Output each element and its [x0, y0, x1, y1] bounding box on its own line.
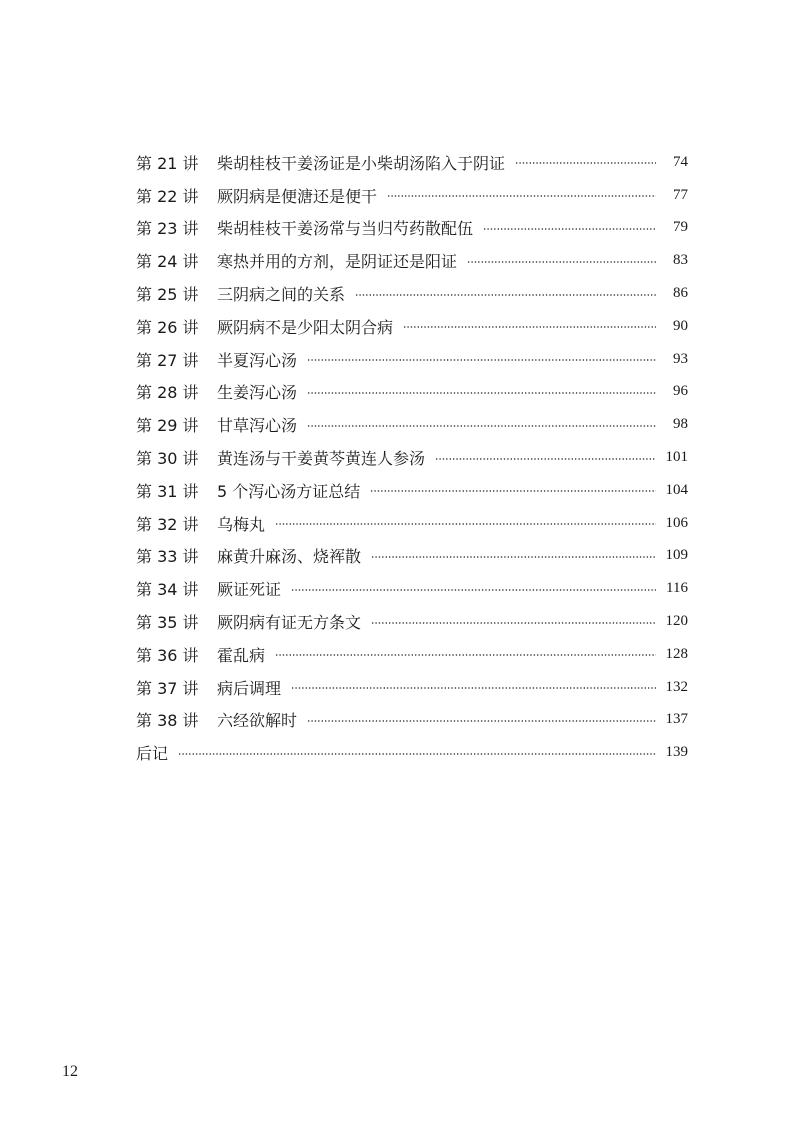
chapter-page: 86 [673, 285, 688, 302]
chapter-title: 半夏泻心汤 [217, 350, 298, 370]
chapter-title: 寒热并用的方剂，是阴证还是阳证 [217, 252, 458, 272]
chapter-title: 柴胡桂枝干姜汤常与当归芍药散配伍 [217, 219, 474, 239]
toc-entry-29 [136, 408, 688, 441]
chapter-number: 第 32 讲 [136, 514, 199, 534]
chapter-page: 137 [665, 711, 688, 728]
chapter-number: 第 26 讲 [136, 317, 199, 337]
chapter-number: 第 22 讲 [136, 186, 199, 206]
toc-entry-24 [136, 244, 688, 277]
chapter-number: 第 30 讲 [136, 449, 199, 469]
chapter-page: 106 [665, 514, 688, 531]
chapter-number: 第 37 讲 [136, 678, 199, 698]
afterword-page: 139 [665, 744, 688, 761]
chapter-number: 第 33 讲 [136, 547, 199, 567]
chapter-page: 104 [665, 481, 688, 498]
toc-entry-34 [136, 572, 688, 605]
afterword-title: 后记 [136, 744, 169, 764]
table-of-contents [136, 146, 688, 769]
dot-leader [307, 720, 656, 722]
toc-entry-25 [136, 277, 688, 310]
dot-leader [307, 425, 656, 427]
chapter-page: 77 [673, 186, 688, 203]
chapter-page: 120 [665, 613, 688, 630]
chapter-number: 第 24 讲 [136, 252, 199, 272]
chapter-page: 93 [673, 350, 688, 367]
chapter-title: 黄连汤与干姜黄芩黄连人参汤 [217, 449, 426, 469]
chapter-number: 第 27 讲 [136, 350, 199, 370]
toc-entry-38 [136, 704, 688, 737]
chapter-number: 第 35 讲 [136, 613, 199, 633]
chapter-number: 第 23 讲 [136, 219, 199, 239]
chapter-page: 96 [673, 383, 688, 400]
chapter-number: 第 29 讲 [136, 416, 199, 436]
dot-leader [387, 195, 656, 197]
toc-entry-26 [136, 310, 688, 343]
dot-leader [291, 589, 656, 591]
page-number: 12 [62, 1063, 78, 1080]
chapter-number: 第 38 讲 [136, 711, 199, 731]
dot-leader [275, 654, 656, 656]
chapter-page: 79 [673, 219, 688, 236]
dot-leader [371, 556, 656, 558]
dot-leader [307, 392, 656, 394]
dot-leader [291, 687, 656, 689]
toc-entry-35 [136, 605, 688, 638]
dot-leader [371, 622, 656, 624]
chapter-page: 98 [673, 416, 688, 433]
dot-leader [178, 753, 656, 755]
toc-entry-22 [136, 179, 688, 212]
dot-leader [483, 228, 656, 230]
chapter-title: 厥阴病不是少阳太阴合病 [217, 317, 394, 337]
toc-entry-31 [136, 474, 688, 507]
chapter-page: 109 [665, 547, 688, 564]
dot-leader [467, 261, 656, 263]
chapter-title: 乌梅丸 [217, 514, 266, 534]
toc-entry-33 [136, 540, 688, 573]
chapter-page: 116 [666, 580, 688, 597]
chapter-title: 三阴病之间的关系 [217, 285, 346, 305]
chapter-title: 麻黄升麻汤、烧裈散 [217, 547, 362, 567]
chapter-number: 第 36 讲 [136, 645, 199, 665]
chapter-page: 128 [665, 645, 688, 662]
dot-leader [275, 523, 656, 525]
chapter-page: 90 [673, 317, 688, 334]
chapter-page: 132 [665, 678, 688, 695]
toc-entry-afterword [136, 736, 688, 769]
chapter-page: 101 [665, 449, 688, 466]
chapter-title: 5 个泻心汤方证总结 [217, 481, 361, 501]
chapter-title: 六经欲解时 [217, 711, 298, 731]
toc-entry-37 [136, 671, 688, 704]
dot-leader [403, 326, 656, 328]
toc-entry-23 [136, 212, 688, 245]
chapter-title: 厥证死证 [217, 580, 282, 600]
toc-entry-27 [136, 343, 688, 376]
toc-entry-30 [136, 441, 688, 474]
chapter-title: 霍乱病 [217, 645, 266, 665]
chapter-title: 病后调理 [217, 678, 282, 698]
chapter-number: 第 31 讲 [136, 481, 199, 501]
chapter-page: 74 [673, 153, 688, 170]
dot-leader [370, 490, 656, 492]
chapter-title: 厥阴病有证无方条文 [217, 613, 362, 633]
chapter-title: 柴胡桂枝干姜汤证是小柴胡汤陷入于阴证 [217, 153, 506, 173]
toc-entry-21 [136, 146, 688, 179]
chapter-number: 第 25 讲 [136, 285, 199, 305]
chapter-page: 83 [673, 252, 688, 269]
dot-leader [435, 458, 656, 460]
dot-leader [515, 162, 656, 164]
chapter-title: 厥阴病是便溏还是便干 [217, 186, 378, 206]
dot-leader [355, 294, 656, 296]
chapter-number: 第 28 讲 [136, 383, 199, 403]
chapter-number: 第 21 讲 [136, 153, 199, 173]
chapter-title: 甘草泻心汤 [217, 416, 298, 436]
toc-entry-32 [136, 507, 688, 540]
dot-leader [307, 359, 656, 361]
toc-entry-28 [136, 376, 688, 409]
toc-entry-36 [136, 638, 688, 671]
chapter-title: 生姜泻心汤 [217, 383, 298, 403]
chapter-number: 第 34 讲 [136, 580, 199, 600]
